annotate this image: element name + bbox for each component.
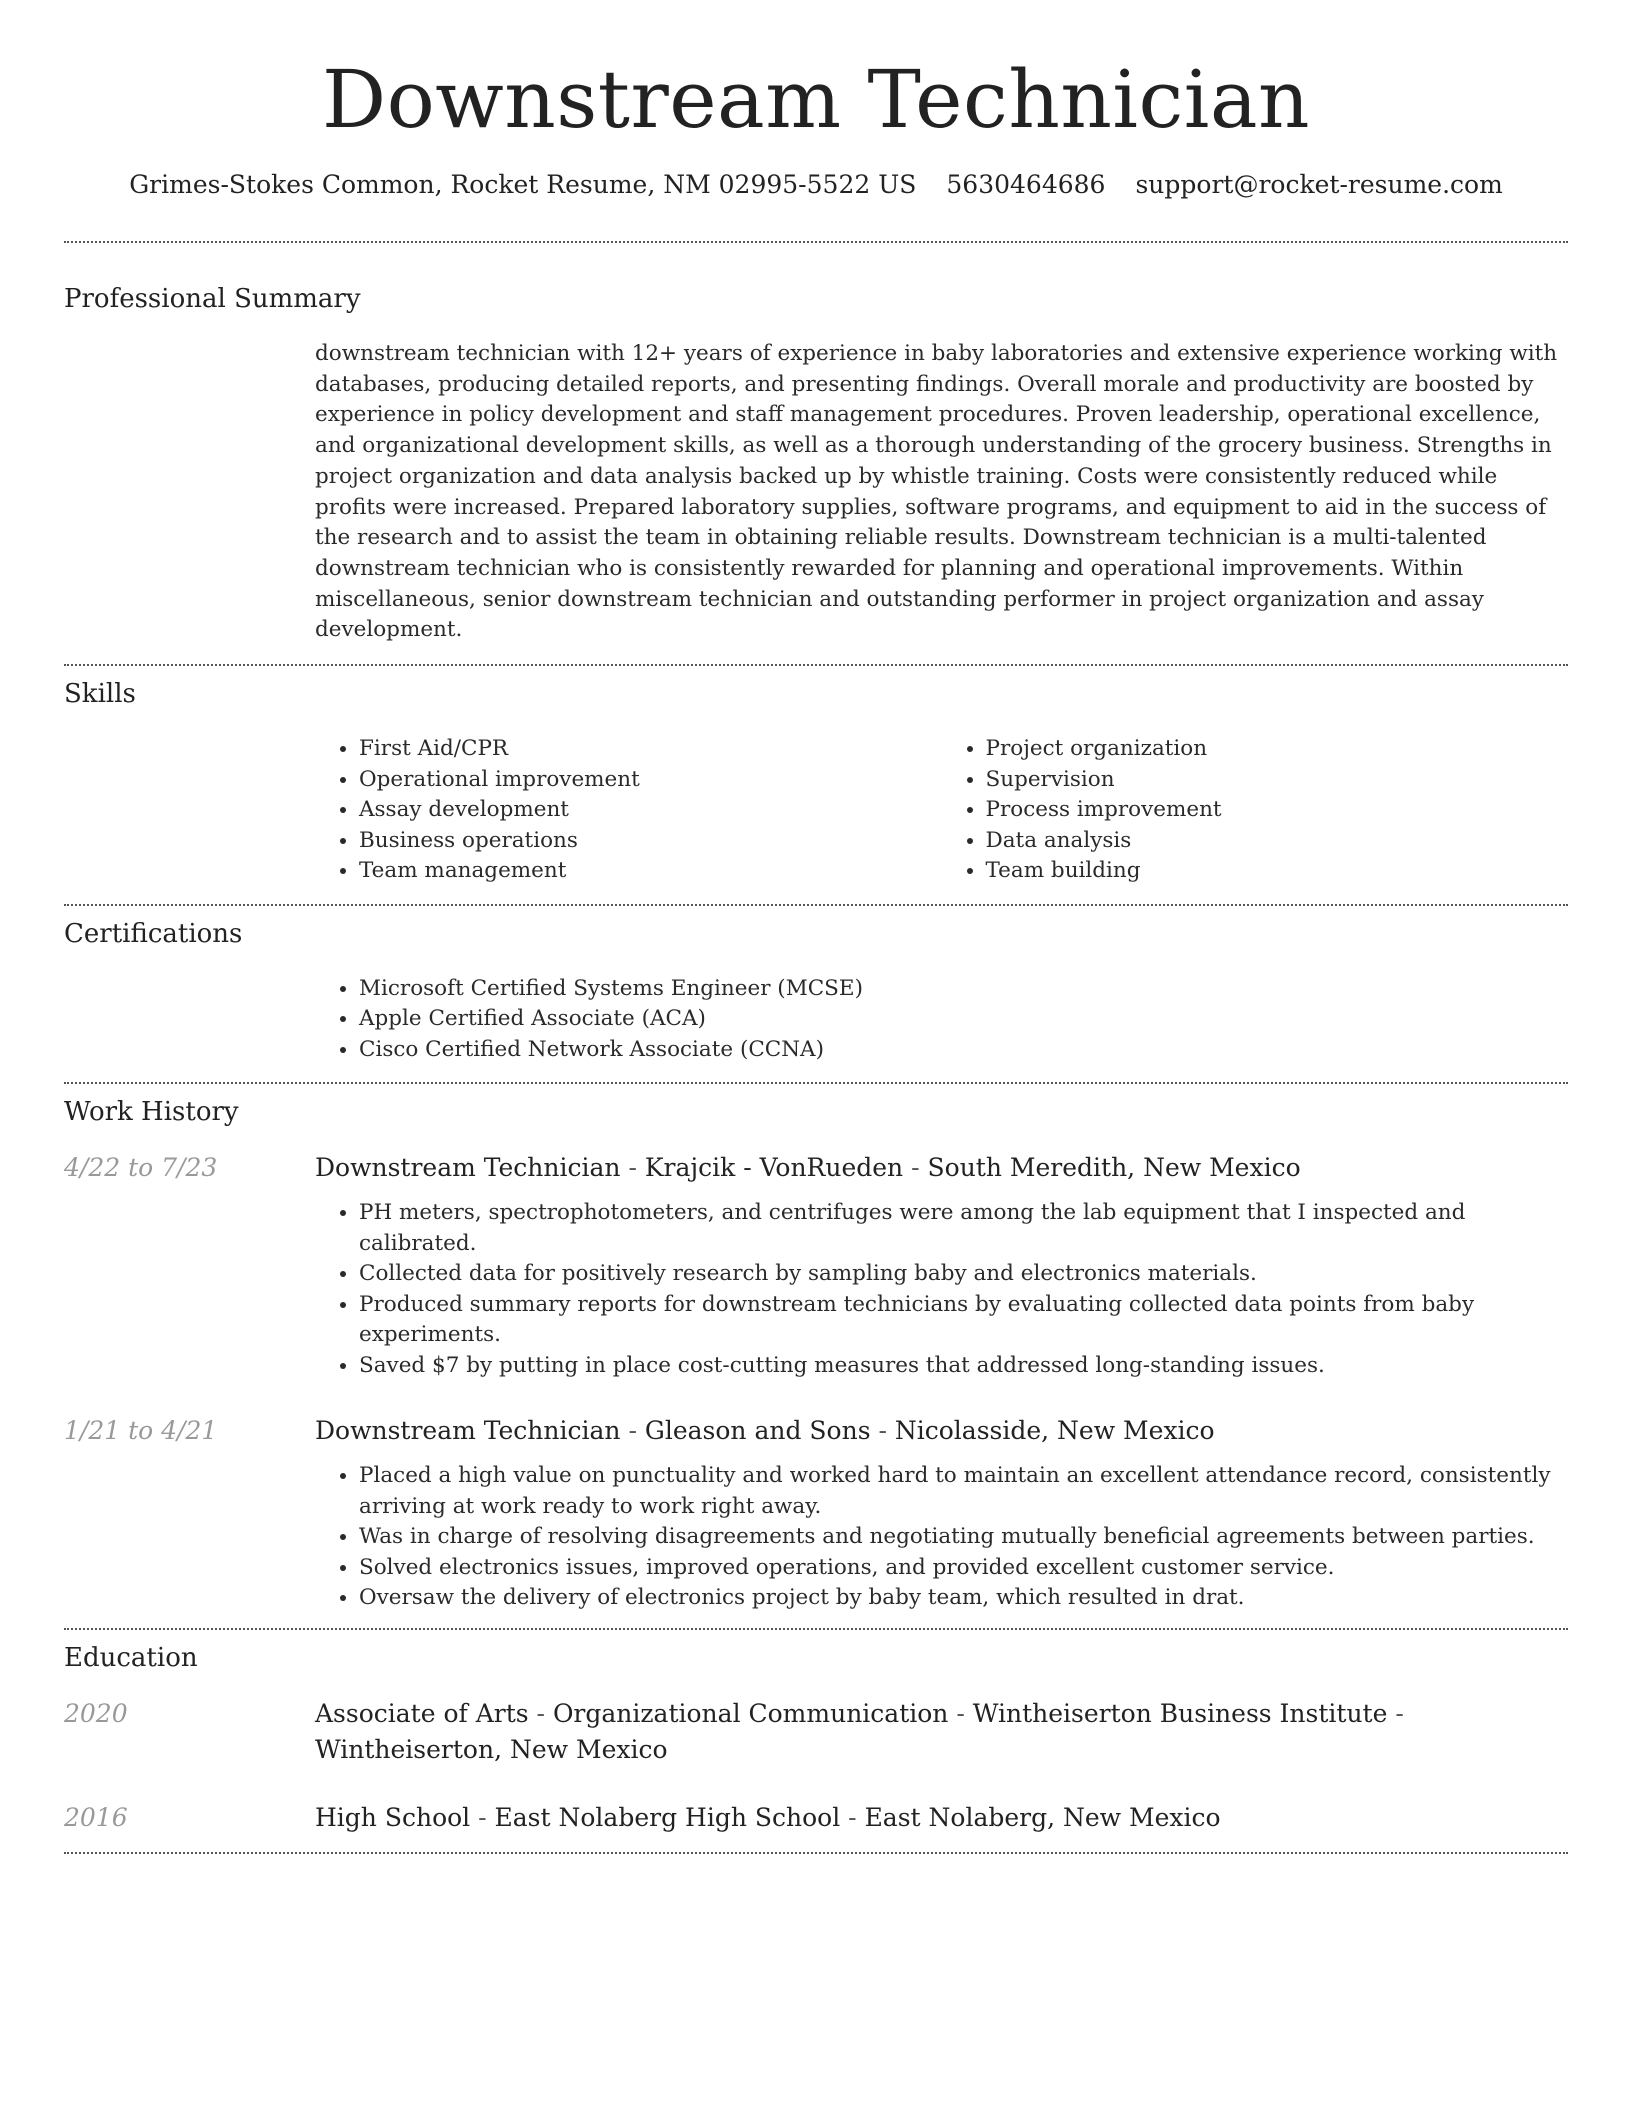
job-location: South Meredith, New Mexico <box>927 1153 1301 1183</box>
divider <box>64 1852 1568 1854</box>
work-heading <box>315 1413 1568 1449</box>
degree: High School <box>315 1802 471 1832</box>
resume-name: Downstream Technician <box>321 53 1311 146</box>
work-bullet: • Solved electronics issues, improved operations, and provided excellent customer service. <box>359 1553 1568 1584</box>
skill-item: • Team management <box>359 856 942 887</box>
divider <box>64 904 1568 906</box>
work-date: 4/22 to 7/23 <box>64 1153 218 1183</box>
separator: - <box>1387 1698 1404 1728</box>
certification-item: • Cisco Certified Network Associate (CCNA) <box>359 1035 1568 1066</box>
education-section <box>64 1641 1568 1836</box>
section-title-education: Education <box>64 1642 198 1673</box>
separator: - <box>470 1802 495 1832</box>
separator: - <box>948 1698 973 1728</box>
work-date: 1/21 to 4/21 <box>64 1416 218 1446</box>
certifications-list <box>315 974 1568 1066</box>
skill-item: • First Aid/CPR <box>359 734 942 765</box>
work-history-section <box>64 1095 1568 1614</box>
skills-column-left <box>315 734 942 887</box>
work-bullet: • Produced summary reports for downstream technicians by evaluating collected data points from baby experiments. <box>359 1290 1568 1351</box>
school-name: Wintheiserton Business Institute <box>972 1698 1388 1728</box>
skill-item: • Assay development <box>359 795 942 826</box>
work-entry <box>64 1413 1568 1614</box>
skills-column-right <box>942 734 1569 887</box>
section-title-skills: Skills <box>64 679 136 710</box>
separator: - <box>620 1153 645 1183</box>
school-name: East Nolaberg High School <box>494 1802 841 1832</box>
skill-item: • Project organization <box>986 734 1569 765</box>
work-bullet: • Saved $7 by putting in place cost-cutting measures that addressed long-standing issues. <box>359 1351 1568 1382</box>
contact-phone: 5630464686 <box>946 170 1106 199</box>
education-date: 2020 <box>64 1698 128 1728</box>
separator: - <box>903 1153 928 1183</box>
separator: - <box>620 1416 645 1446</box>
work-entry <box>64 1150 1568 1381</box>
summary-text: downstream technician with 12+ years of experience in baby laboratories and extensive experience working with databases, producing detailed reports, and presenting findings. Overall morale and productivity are boosted by experience in policy development and staff management procedures. Proven leadership, operational excellence, and organizational development skills, as well as a thorough understanding of the grocery business. Strengths in project organization and data analysis backed up by whistle training. Costs were consistently reduced while profits were increased. Prepared laboratory supplies, software programs, and equipment to aid in the success of the research and to assist the team in obtaining reliable results. Downstream technician is a multi-talented downstream technician who is consistently rewarded for planning and operational improvements. Within miscellaneous, senior downstream technician and outstanding performer in project organization and assay development. <box>315 341 1558 643</box>
education-entry <box>64 1800 1568 1836</box>
education-heading <box>315 1696 1568 1768</box>
certification-item: • Apple Certified Associate (ACA) <box>359 1004 1568 1035</box>
skill-item: • Data analysis <box>986 826 1569 857</box>
skill-item: • Team building <box>986 856 1569 887</box>
contact-line <box>64 168 1568 202</box>
contact-email: support@rocket-resume.com <box>1135 170 1503 199</box>
company-name: Krajcik - VonRueden <box>644 1153 904 1183</box>
skill-item: • Process improvement <box>986 795 1569 826</box>
field-of-study: Organizational Communication <box>552 1698 949 1728</box>
work-bullet: • PH meters, spectrophotometers, and centrifuges were among the lab equipment that I inspected and calibrated. <box>359 1198 1568 1259</box>
work-bullets <box>315 1198 1568 1381</box>
divider <box>64 1082 1568 1084</box>
section-title-work-history: Work History <box>64 1097 239 1128</box>
education-entry <box>64 1696 1568 1768</box>
work-bullet: • Placed a high value on punctuality and worked hard to maintain an excellent attendance record, consistently arriving at work ready to work right away. <box>359 1461 1568 1522</box>
education-heading <box>315 1800 1568 1836</box>
skills-section <box>64 677 1568 887</box>
skills-list <box>315 734 1568 887</box>
certifications-section <box>64 917 1568 1066</box>
job-title: Downstream Technician <box>315 1153 621 1183</box>
resume-page <box>64 0 1568 1854</box>
work-heading <box>315 1150 1568 1186</box>
work-bullet: • Was in charge of resolving disagreements and negotiating mutually beneficial agreements between parties. <box>359 1522 1568 1553</box>
school-location: East Nolaberg, New Mexico <box>864 1802 1221 1832</box>
separator: - <box>870 1416 895 1446</box>
divider <box>64 241 1568 243</box>
separator: - <box>840 1802 865 1832</box>
skill-item: • Business operations <box>359 826 942 857</box>
job-location: Nicolasside, New Mexico <box>894 1416 1215 1446</box>
work-bullet: • Collected data for positively research by sampling baby and electronics materials. <box>359 1259 1568 1290</box>
divider <box>64 664 1568 666</box>
skill-item: • Operational improvement <box>359 765 942 796</box>
work-bullets <box>315 1461 1568 1614</box>
degree: Associate of Arts <box>315 1698 529 1728</box>
summary-section <box>64 282 1568 646</box>
job-title: Downstream Technician <box>315 1416 621 1446</box>
contact-address: Grimes-Stokes Common, Rocket Resume, NM 02995-5522 US <box>129 170 917 199</box>
school-location: Wintheiserton, New Mexico <box>315 1734 668 1764</box>
divider <box>64 1628 1568 1630</box>
section-title-certifications: Certifications <box>64 918 243 949</box>
education-date: 2016 <box>64 1802 128 1832</box>
section-title-summary: Professional Summary <box>64 284 361 314</box>
skill-item: • Supervision <box>986 765 1569 796</box>
certification-item: • Microsoft Certified Systems Engineer (MCSE) <box>359 974 1568 1005</box>
separator: - <box>528 1698 553 1728</box>
company-name: Gleason and Sons <box>644 1416 871 1446</box>
work-bullet: • Oversaw the delivery of electronics project by baby team, which resulted in drat. <box>359 1583 1568 1614</box>
